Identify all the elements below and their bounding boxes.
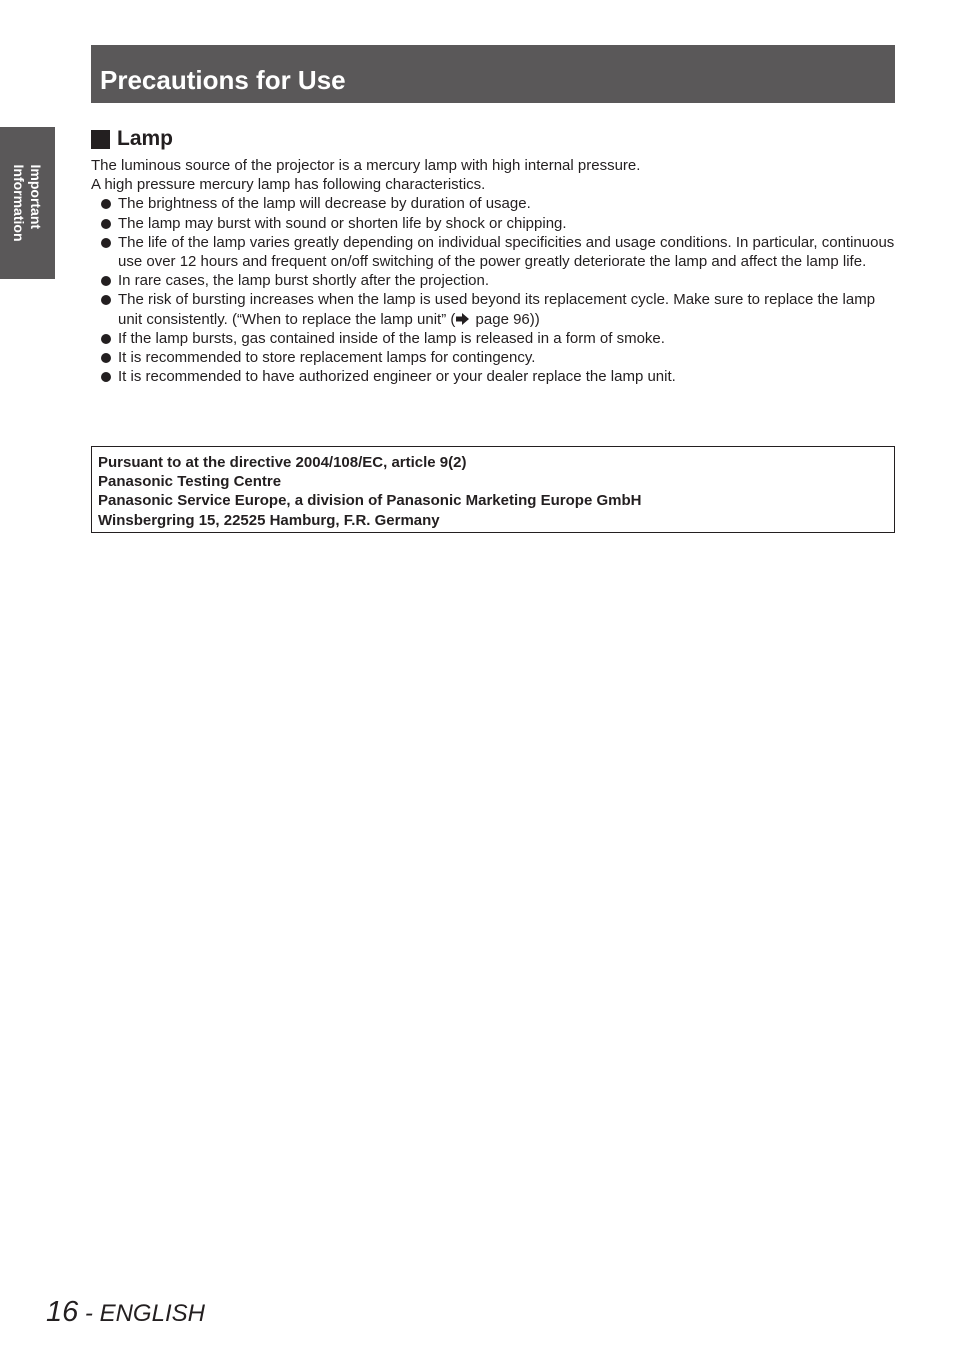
page-reference[interactable]: page 96)) [471, 310, 540, 328]
side-tab-line-2: Information [11, 164, 27, 242]
bullet-icon [101, 276, 111, 286]
notice-line-2: Panasonic Testing Centre [98, 473, 282, 491]
notice-line-1: Pursuant to at the directive 2004/108/EC, article 9(2) [98, 454, 467, 471]
characteristics-list [91, 194, 895, 386]
regulatory-notice-box [91, 446, 895, 533]
right-arrow-icon [456, 313, 469, 325]
list-item [91, 348, 895, 367]
list-item [91, 194, 895, 213]
footer-language: ENGLISH [99, 1300, 205, 1327]
side-tab-important-information[interactable] [0, 127, 55, 279]
bullet-icon [101, 199, 111, 209]
notice-line-3: Panasonic Service Europe, a division of Panasonic Marketing Europe GmbH [98, 492, 642, 510]
list-item [91, 233, 895, 271]
page-header-bar [91, 45, 895, 103]
list-item-text: The risk of bursting increases when the lamp is used beyond its replacement cycle. Make sure to replace the lamp unit consistently. (“When to replace the lamp unit” ( [118, 291, 876, 328]
list-item-text: The lamp may burst with sound or shorten life by shock or chipping. [118, 214, 567, 232]
list-item [91, 329, 895, 348]
footer-separator: - [78, 1300, 100, 1327]
list-item [91, 290, 895, 328]
list-item-text: If the lamp bursts, gas contained inside of the lamp is released in a form of smoke. [118, 329, 665, 347]
bullet-icon [101, 372, 111, 382]
list-item-text: The brightness of the lamp will decrease by duration of usage. [118, 195, 531, 213]
lamp-section-body [91, 156, 895, 386]
list-item [91, 271, 895, 290]
list-item [91, 214, 895, 233]
list-item-text: It is recommended to have authorized engineer or your dealer replace the lamp unit. [118, 368, 676, 386]
bullet-icon [101, 295, 111, 305]
list-item [91, 367, 895, 386]
section-heading [91, 125, 173, 153]
bullet-icon [101, 238, 111, 248]
page-title: Precautions for Use [100, 65, 346, 95]
intro-line-1: The luminous source of the projector is a mercury lamp with high internal pressure. [91, 157, 641, 174]
list-item-text: It is recommended to store replacement lamps for contingency. [118, 349, 536, 367]
list-item-text: In rare cases, the lamp burst shortly after the projection. [118, 272, 490, 290]
bullet-icon [101, 353, 111, 363]
notice-line-4: Winsbergring 15, 22525 Hamburg, F.R. Germany [98, 511, 440, 529]
bullet-icon [101, 334, 111, 344]
filled-square-icon [91, 130, 110, 149]
list-item-text: The life of the lamp varies greatly depending on individual specificities and usage conditions. In particular, continuous use over 12 hours and frequent on/off switching of the power greatly deteriorate the lamp and affect the lamp life. [118, 233, 895, 271]
side-tab-label [10, 165, 44, 242]
side-tab-line-1: Important [28, 164, 44, 230]
section-title: Lamp [117, 127, 174, 150]
page-number: 16 [46, 1296, 79, 1328]
intro-line-2: A high pressure mercury lamp has following characteristics. [91, 176, 486, 194]
page-footer [46, 1296, 205, 1329]
bullet-icon [101, 219, 111, 229]
